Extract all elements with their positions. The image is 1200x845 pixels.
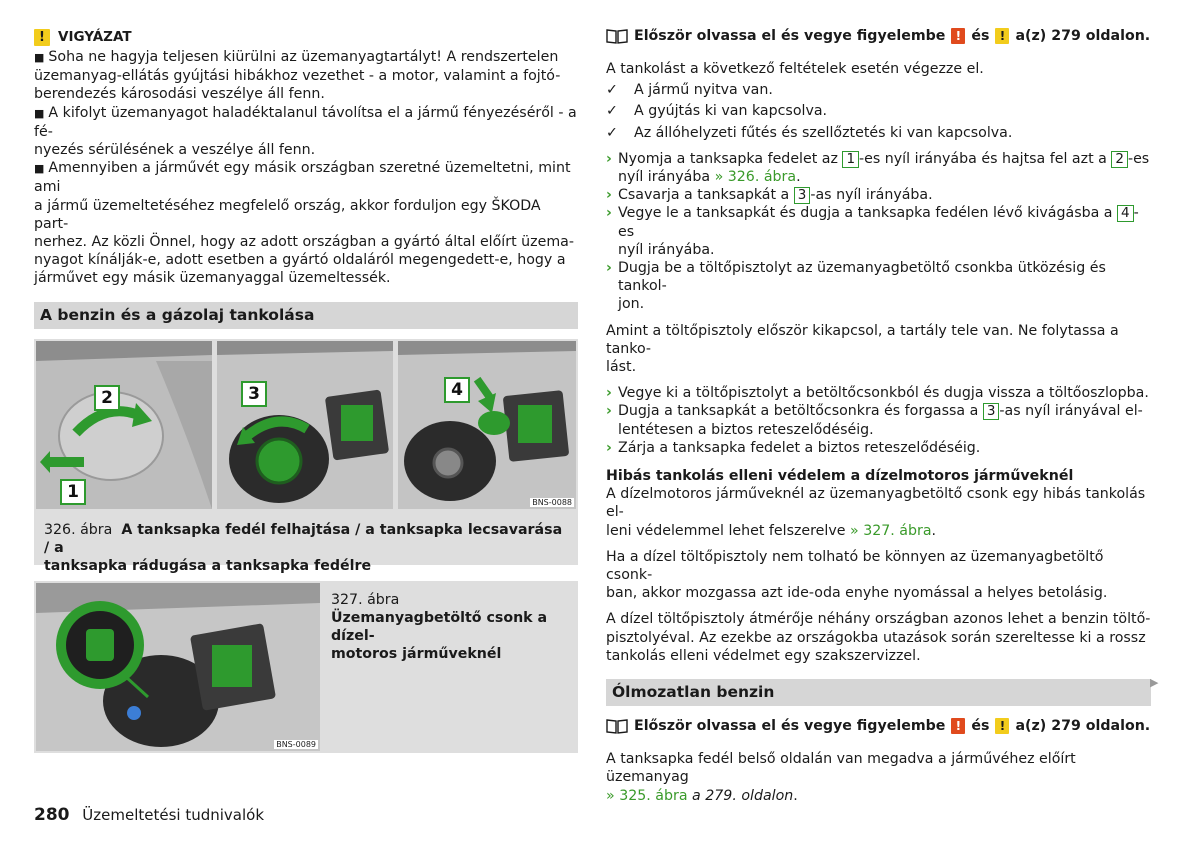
photo-flap-open: [36, 341, 212, 509]
step-item: › Zárja a tanksapka fedelet a biztos reteszelődéséig.: [606, 439, 981, 456]
step-arrow-icon: ›: [606, 260, 612, 277]
tank-full-note: Amint a töltőpisztoly először kikapcsol, a tartály tele van. Ne folytassa a tanko- lást.: [606, 322, 1119, 376]
warning-bullet-1: ■ Soha ne hagyja teljesen kiürülni az üzemanyagtartályt! A rendszertelen üzemanyag-ellátás gyújtási hibákhoz vezethet - a motor, valamint a fojtó- berendezés károsodási veszélye áll fenn.: [34, 49, 561, 103]
checkmark-icon: ✓: [606, 103, 618, 120]
ref-number: 2: [1111, 151, 1128, 168]
step-item: › Nyomja a tanksapka fedelet az 1 -es nyíl irányába és hajtsa fel azt a 2 -es nyíl irányába » 326. ábra.: [606, 150, 1150, 186]
section-title-unleaded: Ólmozatlan benzin: [606, 679, 1151, 706]
open-book-icon: [606, 28, 628, 44]
warning-bullet-3: ■ Amennyiben a járművét egy másik országban szeretné üzemeltetni, mint ami a jármű üzemeltetéséhez megfelelő ország, akkor forduljon egy ŠKODA part- nerhez. Az közli Önnel, hogy az adott országban a gyártó által előírt üzema- nyagot kínálják-e, adott esetben a gyártó oldaláról megengedett-e, hogy a járművet egy másik üzemanyaggal üzemeltessék.: [34, 160, 574, 287]
step-item: › Dugja be a töltőpisztolyt az üzemanyagbetöltő csonkba ütközésig és tankol- jon.: [606, 260, 1106, 313]
page-footer: [34, 805, 264, 825]
continue-arrow-icon: ▶: [1150, 676, 1159, 689]
step-item: › Vegye le a tanksapkát és dugja a tanksapka fedélen lévő kivágásba a 4 -es nyíl irányába.: [606, 205, 1139, 258]
read-first-note: Először olvassa el és vegye figyelembe ! és ! a(z) 279 oldalon.: [606, 26, 1151, 46]
condition-item: ✓ A gyújtás ki van kapcsolva.: [606, 103, 828, 120]
step-item: › Vegye ki a töltőpisztolyt a betöltőcsonkból és dugja vissza a töltőoszlopba.: [606, 385, 1149, 402]
step-item: › Csavarja a tanksapkát a 3 -as nyíl irányába.: [606, 187, 933, 204]
warning-yellow-icon: !: [995, 28, 1009, 44]
nozzle-note: Ha a dízel töltőpisztoly nem tolható be könnyen az üzemanyagbetöltő csonk- ban, akkor mozgassa azt ide-oda enyhe nyomással a helyes betolásig.: [606, 548, 1108, 602]
figure-badge-2: 2: [94, 385, 120, 411]
page-number: 280: [34, 805, 70, 825]
open-book-icon: [606, 718, 628, 734]
warning-title: VIGYÁZAT: [58, 29, 132, 45]
ref-number: 3: [794, 187, 811, 204]
bullet-square-icon: ■: [34, 51, 45, 64]
step-arrow-icon: ›: [606, 439, 612, 456]
step-arrow-icon: ›: [606, 385, 612, 402]
figure-327: [34, 581, 578, 753]
checkmark-icon: ✓: [606, 124, 618, 141]
step-arrow-icon: ›: [606, 205, 612, 222]
photo-cap-unscrew: [217, 341, 393, 509]
warning-exclamation-icon: !: [34, 29, 50, 46]
warning-yellow-icon: !: [995, 718, 1009, 734]
photo-cap-insert: [398, 341, 576, 509]
ref-number: 1: [842, 151, 859, 168]
ref-number: 3: [983, 403, 1000, 420]
step-arrow-icon: ›: [606, 403, 612, 420]
section-title-refuel: A benzin és a gázolaj tankolása: [34, 302, 578, 329]
chapter-title: Üzemeltetési tudnivalók: [82, 806, 265, 824]
figure-link[interactable]: » 327. ábra: [850, 522, 932, 539]
right-column: [606, 26, 1151, 805]
step-arrow-icon: ›: [606, 150, 612, 167]
figure-badge-3: 3: [241, 381, 267, 407]
bullet-square-icon: ■: [34, 162, 45, 176]
ref-number: 4: [1117, 205, 1134, 222]
steps-finish: [606, 384, 1151, 457]
checkmark-icon: ✓: [606, 82, 618, 99]
misfuel-heading: Hibás tankolás elleni védelem a dízelmotoros járműveknél: [606, 468, 1074, 485]
condition-item: ✓ A jármű nyitva van.: [606, 82, 773, 99]
figure-326-caption: 326. ábra A tanksapka fedél felhajtása / a tanksapka lecsavarása / a tanksapka rádugása a tanksapka fedélre: [44, 521, 563, 575]
figure-link[interactable]: » 326. ábra: [714, 169, 797, 186]
diameter-note: A dízel töltőpisztoly átmérője néhány országban azonos lehet a benzin töltő- pisztolyéval. Az ezekbe az országokba utazások során szereltesse ki a rossz tankolás elleni védelmet egy szakszervizzel.: [606, 611, 1151, 664]
figure-badge-4: 4: [444, 377, 470, 403]
figure-badge-1: 1: [60, 479, 86, 505]
condition-list: [606, 81, 1151, 142]
intro-text: A tankolást a következő feltételek esetén végezze el.: [606, 61, 984, 77]
figure-link[interactable]: » 325. ábra: [606, 787, 688, 804]
misfuel-protection: Hibás tankolás elleni védelem a dízelmotoros járműveknél A dízelmotoros járműveknél az üzemanyagbetöltő csonk egy hibás tankolás el- leni védelemmel lehet felszerelve » 327. ábra.: [606, 467, 1151, 540]
figure-code: BNS-0088: [532, 497, 572, 507]
warning-red-icon: !: [951, 718, 965, 734]
warning-bullet-2: ■ A kifolyt üzemanyagot haladéktalanul távolítsa el a jármű fényezéséről - a fé- nyezés sérülésének a veszélye áll fenn.: [34, 104, 577, 159]
bullet-square-icon: ■: [34, 106, 45, 120]
warning-red-icon: !: [951, 28, 965, 44]
figure-326: [34, 339, 578, 575]
left-column: [34, 26, 578, 753]
step-arrow-icon: ›: [606, 187, 612, 204]
tank-flap-note: A tanksapka fedél belső oldalán van megadva a járművéhez előírt üzemanyag » 325. ábra a 279. oldalon.: [606, 751, 1076, 804]
condition-item: ✓ Az állóhelyzeti fűtés és szellőztetés ki van kapcsolva.: [606, 124, 1013, 141]
figure-327-caption: 327. ábra Üzemanyagbetöltő csonk a dízel- motoros járműveknél: [331, 591, 548, 663]
read-first-note: Először olvassa el és vegye figyelembe ! és ! a(z) 279 oldalon.: [606, 716, 1151, 736]
photo-diesel-neck: [36, 583, 320, 751]
step-item: › Dugja a tanksapkát a betöltőcsonkra és forgassa a 3 -as nyíl irányával el- lentétesen a biztos reteszelődéséig.: [606, 403, 1143, 438]
warning-header: [34, 26, 578, 48]
figure-code: BNS-0089: [276, 739, 316, 749]
steps-refuel: [606, 150, 1151, 314]
